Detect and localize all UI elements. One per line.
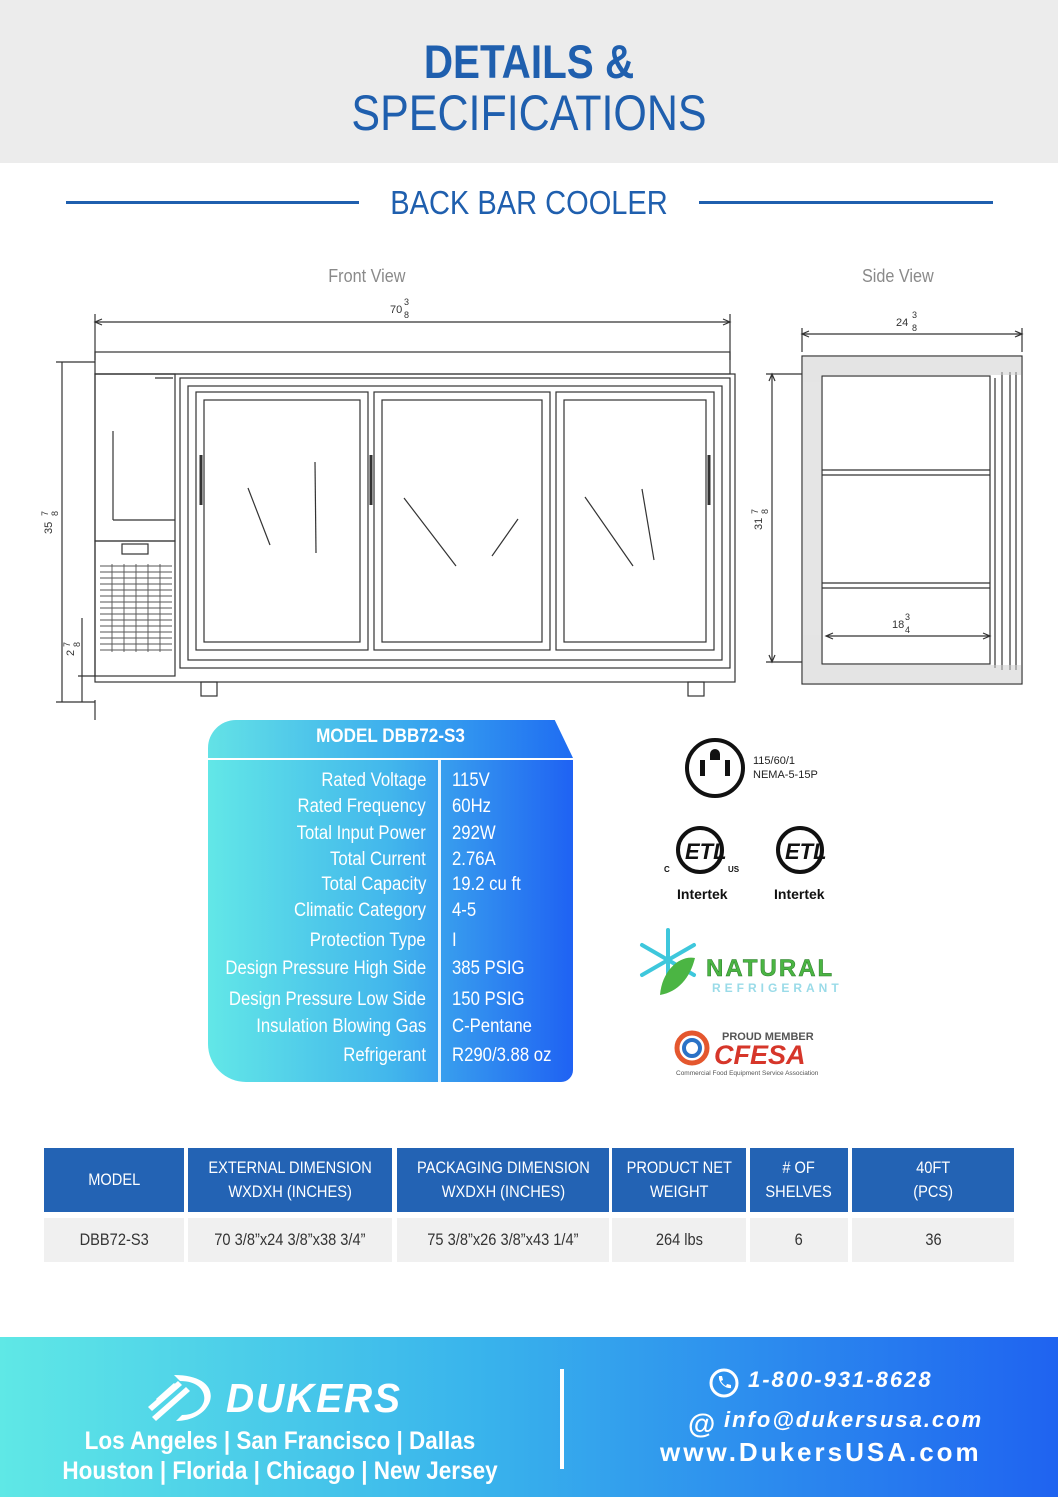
svg-text:8: 8 (760, 508, 770, 514)
front-width-dimension: 70 (390, 304, 403, 316)
table-cell-40ft: 36 (852, 1218, 1014, 1262)
brand-name: DUKERS (226, 1375, 402, 1421)
spec-row (208, 823, 573, 847)
svg-text:7: 7 (40, 510, 50, 516)
footer (0, 1337, 1058, 1497)
spec-row (208, 958, 573, 982)
svg-text:US: US (728, 865, 740, 874)
svg-text:7: 7 (62, 641, 72, 647)
spec-row (208, 930, 573, 954)
svg-text:@: @ (688, 1408, 716, 1439)
svg-text:ETL: ETL (785, 839, 827, 864)
cfesa-main: CFESA (714, 1040, 806, 1070)
spec-row (208, 1045, 573, 1069)
plug-type: NEMA-5-15P (753, 769, 818, 781)
spec-label: Rated Frequency (297, 796, 426, 817)
table-header-weight: PRODUCT NET WEIGHT (612, 1148, 746, 1212)
spec-value: 19.2 cu ft (452, 874, 521, 895)
table-header-40ft: 40FT (PCS) (852, 1148, 1014, 1212)
cities-line-1: Los Angeles | San Francisco | Dallas (84, 1427, 476, 1455)
svg-text:3: 3 (905, 612, 911, 622)
side-height-dimension: 31 (753, 517, 765, 530)
spec-label: Design Pressure Low Side (228, 989, 426, 1010)
spec-label: Refrigerant (343, 1045, 426, 1066)
spec-row (208, 874, 573, 898)
etl-listed-icon (664, 828, 740, 902)
front-view-label: Front View (328, 266, 406, 286)
phone-number[interactable]: 1-800-931-8628 (748, 1367, 933, 1392)
intertek-label-2: Intertek (774, 886, 825, 902)
side-insulation-hatch (803, 357, 1021, 683)
natural-label: NATURAL (706, 955, 835, 982)
email-address[interactable]: info@dukersusa.com (724, 1407, 984, 1432)
spec-row (208, 989, 573, 1013)
spec-row (208, 900, 573, 924)
certification-logos (620, 730, 920, 1090)
shelf-depth-dimension: 18 (892, 619, 905, 631)
cfesa-sub: Commercial Food Equipment Service Association (676, 1070, 819, 1077)
side-width-dimension: 24 (896, 317, 909, 329)
svg-text:8: 8 (50, 510, 60, 516)
table-cell-packaging: 75 3/8”x26 3/8”x43 1/4” (397, 1218, 609, 1262)
page-title-line1: DETAILS & (423, 35, 635, 88)
spec-label: Protection Type (310, 930, 426, 951)
spec-value: I (452, 930, 457, 951)
nema-plug-icon (687, 740, 743, 796)
spec-value: 2.76A (452, 849, 496, 870)
table-cell-model: DBB72-S3 (44, 1218, 184, 1262)
phone-icon (708, 1367, 740, 1399)
front-view-drawing (56, 314, 735, 720)
cfesa-top: PROUD MEMBER (722, 1031, 814, 1043)
spec-value: 115V (452, 770, 490, 791)
spec-value: 385 PSIG (452, 958, 525, 979)
etl-sanitation-icon (774, 828, 827, 902)
spec-value: 150 PSIG (452, 989, 525, 1010)
table-cell-external: 70 3/8”x24 3/8”x38 3/4” (188, 1218, 392, 1262)
technical-drawing (0, 0, 1058, 720)
spec-row (208, 796, 573, 820)
spec-panel (208, 760, 573, 1082)
table-cell-shelves: 6 (750, 1218, 848, 1262)
spec-row (208, 770, 573, 794)
table-header-external: EXTERNAL DIMENSION WXDXH (INCHES) (188, 1148, 392, 1212)
spec-label: Total Capacity (320, 874, 426, 895)
svg-text:7: 7 (750, 508, 760, 514)
spec-value: 4-5 (452, 900, 477, 921)
front-height-dimension: 35 (43, 521, 55, 534)
svg-text:ETL: ETL (685, 839, 727, 864)
model-label: MODEL DBB72-S3 (316, 726, 465, 747)
intertek-label-1: Intertek (677, 886, 728, 902)
footer-divider (560, 1369, 564, 1469)
spec-row (208, 849, 573, 873)
svg-text:3: 3 (912, 310, 918, 320)
table-cell-weight: 264 lbs (612, 1218, 746, 1262)
spec-label: Insulation Blowing Gas (255, 1016, 426, 1037)
svg-text:4: 4 (905, 625, 911, 635)
table-header-packaging: PACKAGING DIMENSION WXDXH (INCHES) (397, 1148, 609, 1212)
spec-label: Climatic Category (294, 900, 426, 921)
cfesa-logo (676, 1031, 819, 1077)
spec-row (208, 1016, 573, 1040)
email-icon (686, 1407, 718, 1439)
website-link[interactable]: www.DukersUSA.com (660, 1437, 982, 1467)
spec-label: Total Current (330, 849, 426, 870)
natural-refrigerant-logo (642, 930, 843, 995)
section-title: BACK BAR COOLER (390, 184, 668, 221)
dukers-logo-icon (146, 1373, 216, 1425)
spec-value: 60Hz (452, 796, 492, 817)
cities-line-2: Houston | Florida | Chicago | New Jersey (62, 1457, 498, 1485)
spec-label: Design Pressure High Side (225, 958, 426, 979)
svg-text:8: 8 (72, 641, 82, 647)
spec-label: Total Input Power (296, 823, 426, 844)
svg-text:8: 8 (404, 310, 410, 320)
svg-text:8: 8 (912, 323, 918, 333)
front-base-dimension: 2 (65, 649, 77, 656)
page-title-line2: SPECIFICATIONS (351, 85, 707, 141)
spec-value: C-Pentane (452, 1016, 532, 1037)
svg-text:3: 3 (404, 297, 410, 307)
table-header-model: MODEL (44, 1148, 184, 1212)
refrigerant-label: REFRIGERANT (712, 981, 843, 995)
spec-value: 292W (452, 823, 496, 844)
spec-value: R290/3.88 oz (452, 1045, 552, 1066)
table-header-shelves: # OF SHELVES (750, 1148, 848, 1212)
plug-rating: 115/60/1 (753, 755, 796, 767)
svg-text:C: C (664, 865, 670, 874)
side-view-label: Side View (861, 266, 934, 286)
spec-label: Rated Voltage (320, 770, 426, 791)
